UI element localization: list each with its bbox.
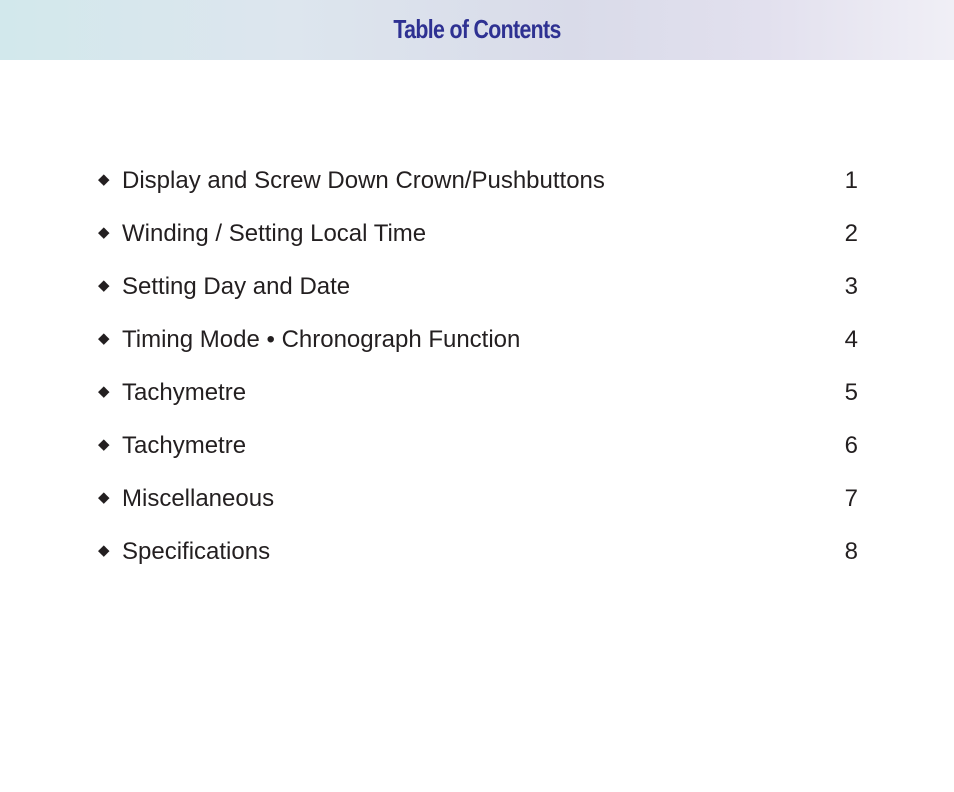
- toc-entry-page: 4: [844, 325, 858, 353]
- diamond-bullet-icon: ◆: [98, 171, 110, 188]
- toc-entry-label: Winding / Setting Local Time: [122, 219, 427, 247]
- toc-entry-label: Tachymetre: [122, 378, 247, 406]
- toc-entry[interactable]: [98, 366, 860, 419]
- toc-entry[interactable]: [98, 525, 860, 578]
- toc-entry[interactable]: [98, 207, 860, 260]
- diamond-bullet-icon: ◆: [98, 277, 110, 294]
- toc-entry[interactable]: [98, 154, 860, 207]
- toc-entry-page: 8: [844, 537, 858, 565]
- toc-entry-label: Timing Mode • Chronograph Function: [122, 325, 521, 353]
- diamond-bullet-icon: ◆: [98, 383, 110, 400]
- toc-entry-label: Miscellaneous: [122, 484, 275, 512]
- diamond-bullet-icon: ◆: [98, 542, 110, 559]
- toc-entry-label: Display and Screw Down Crown/Pushbuttons: [122, 166, 605, 194]
- diamond-bullet-icon: ◆: [98, 224, 110, 241]
- toc-entry-page: 3: [844, 272, 858, 300]
- diamond-bullet-icon: ◆: [98, 436, 110, 453]
- toc-entry[interactable]: [98, 313, 860, 366]
- toc-entry-label: Specifications: [122, 537, 271, 565]
- toc-entry-label: Setting Day and Date: [122, 272, 351, 300]
- toc-entry-page: 6: [844, 431, 858, 459]
- toc-entry-label: Tachymetre: [122, 431, 247, 459]
- toc-list: [98, 154, 860, 578]
- toc-entry-page: 1: [844, 166, 858, 194]
- toc-entry[interactable]: [98, 472, 860, 525]
- toc-entry[interactable]: [98, 260, 860, 313]
- diamond-bullet-icon: ◆: [98, 330, 110, 347]
- toc-entry[interactable]: [98, 419, 860, 472]
- toc-entry-page: 7: [844, 484, 858, 512]
- header-band: [0, 0, 954, 60]
- toc-entry-page: 5: [844, 378, 858, 406]
- toc-entry-page: 2: [844, 219, 858, 247]
- diamond-bullet-icon: ◆: [98, 489, 110, 506]
- page-title: Table of Contents: [393, 13, 561, 44]
